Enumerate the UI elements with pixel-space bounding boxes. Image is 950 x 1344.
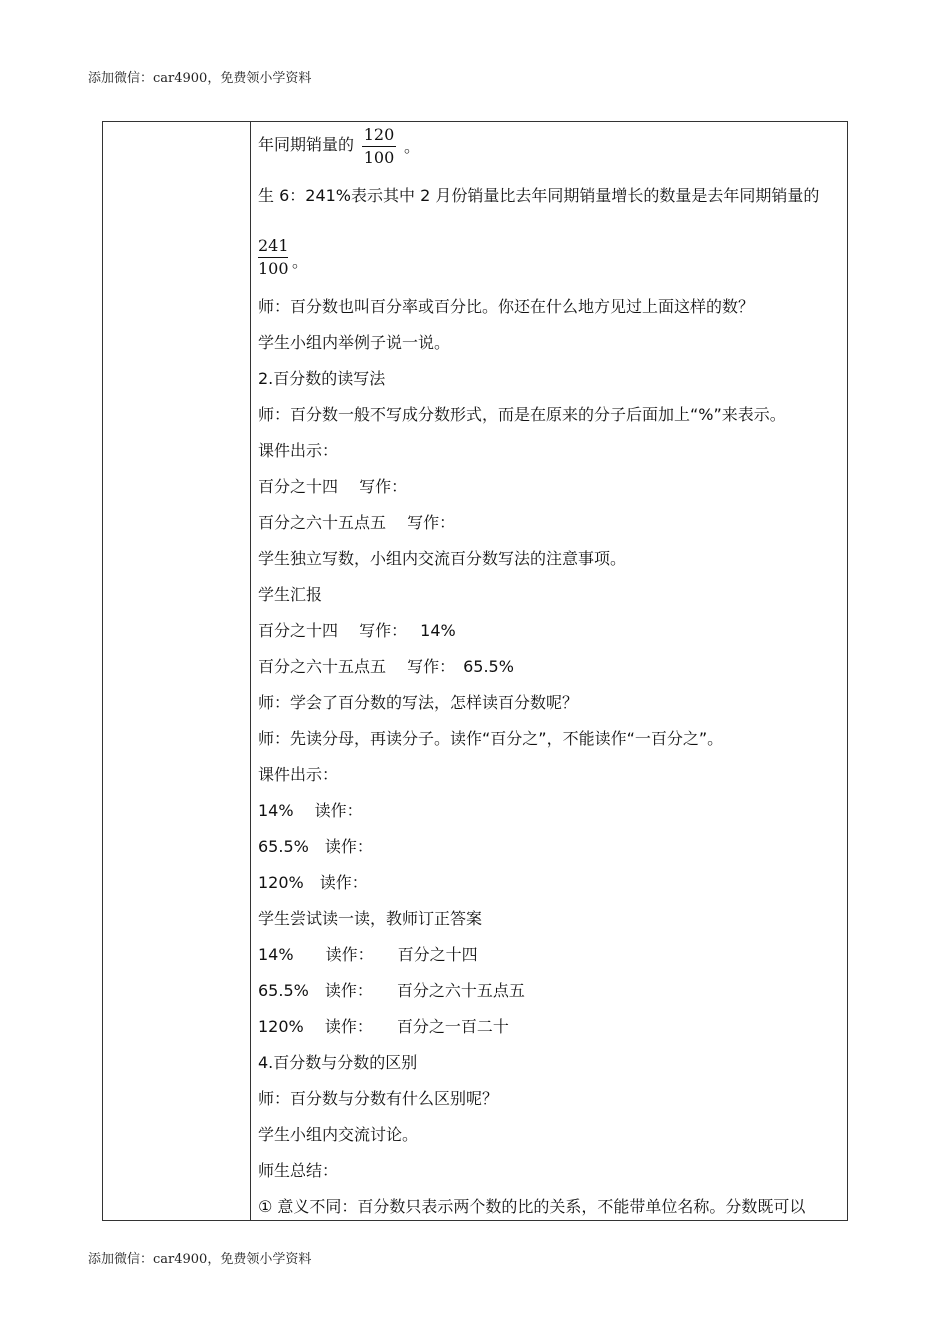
header-watermark: 添加微信：car4900，免费领小学资料 (88, 71, 312, 86)
text-line: 学生独立写数，小组内交流百分数写法的注意事项。 (258, 549, 627, 568)
text-line: 课件出示： (258, 765, 339, 784)
line1-text: 年同期销量的 (258, 135, 355, 154)
text-line: 百分之十四 写作： 14% (258, 621, 456, 640)
text-line: 师：百分数也叫百分率或百分比。你还在什么地方见过上面这样的数？ (258, 297, 755, 316)
line3-end: 。 (292, 252, 309, 271)
text-line: 百分之十四 写作： (258, 477, 408, 496)
text-line: ① 意义不同：百分数只表示两个数的比的关系，不能带单位名称。分数既可以 (258, 1197, 806, 1216)
text-line: 14% 读作： (258, 801, 363, 820)
text-line: 2.百分数的读写法 (258, 369, 386, 388)
fraction-denominator: 100 (363, 148, 395, 167)
text-line: 生 6：241%表示其中 2 月份销量比去年同期销量增长的数量是去年同期销量的 (258, 186, 820, 205)
text-line (258, 135, 354, 155)
fraction-numerator: 241 (258, 236, 289, 255)
fraction-denominator: 100 (258, 259, 289, 278)
column-divider (250, 122, 251, 1220)
text-line: 65.5% 读作： 百分之六十五点五 (258, 981, 525, 1000)
text-line: 百分之六十五点五 写作： (258, 513, 456, 532)
text-line: 120% 读作： 百分之一百二十 (258, 1017, 509, 1036)
text-line: 师：先读分母，再读分子。读作“百分之”，不能读作“一百分之”。 (258, 729, 724, 748)
fraction-bar (362, 146, 396, 147)
fraction-120-100 (362, 125, 396, 168)
text-line: 学生小组内交流讨论。 (258, 1125, 419, 1144)
fraction-241-100 (258, 236, 288, 279)
text-line: 师：百分数与分数有什么区别呢？ (258, 1089, 499, 1108)
text-line: 120% 读作： (258, 873, 368, 892)
line1-end: 。 (404, 137, 421, 156)
text-line: 14% 读作： 百分之十四 (258, 945, 478, 964)
fraction-bar (258, 257, 288, 258)
text-line: 学生汇报 (258, 585, 323, 604)
footer-watermark: 添加微信：car4900，免费领小学资料 (88, 1252, 312, 1267)
text-line: 师：学会了百分数的写法，怎样读百分数呢？ (258, 693, 579, 712)
text-line: 4.百分数与分数的区别 (258, 1053, 418, 1072)
text-line: 百分之六十五点五 写作： 65.5% (258, 657, 514, 676)
text-line: 师：百分数一般不写成分数形式，而是在原来的分子后面加上“%”来表示。 (258, 405, 786, 424)
text-line: 学生小组内举例子说一说。 (258, 333, 451, 352)
text-line: 65.5% 读作： (258, 837, 373, 856)
text-line: 学生尝试读一读，教师订正答案 (258, 909, 483, 928)
text-line: 师生总结： (258, 1161, 339, 1180)
text-line: 课件出示： (258, 441, 339, 460)
fraction-numerator: 120 (363, 125, 395, 144)
